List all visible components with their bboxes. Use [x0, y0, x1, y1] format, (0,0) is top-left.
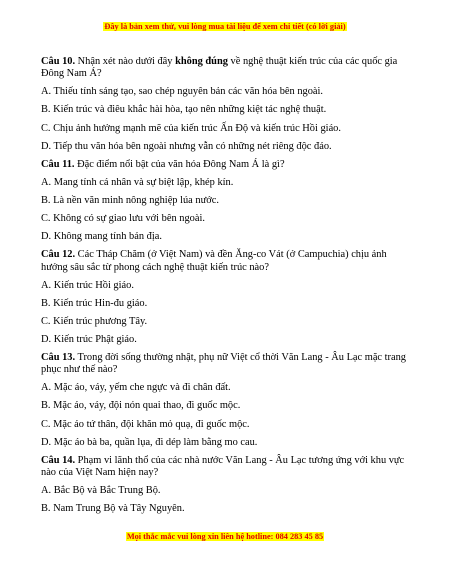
question-text: Đặc điểm nổi bật của văn hóa Đông Nam Á là gì?: [74, 158, 285, 170]
question-number: Câu 12.: [41, 249, 76, 261]
question-emphasis: không đúng: [175, 56, 228, 67]
answer-option: B. Kiến trúc Hin-đu giáo.: [41, 297, 148, 309]
answer-option: D. Không mang tính bản địa.: [41, 231, 162, 243]
answer-option: B. Là nền văn minh nông nghiệp lúa nước.: [41, 194, 219, 206]
question-text: Trong đời sống thường nhật, phụ nữ Việt cổ thời Văn Lang - Âu Lạc mặc trang phục như thế nào?: [41, 352, 406, 376]
answer-option: A. Thiếu tính sáng tạo, sao chép nguyên bản các văn hóa bên ngoài.: [41, 86, 324, 98]
answer-option: B. Nam Trung Bộ và Tây Nguyên.: [41, 503, 185, 515]
question-text: Các Tháp Chăm (ở Việt Nam) và đền Ăng-co Vát (ở Campuchia) chịu ảnh hưởng sâu sắc từ phong cách nghệ thuật kiến trúc nào?: [41, 249, 387, 273]
question-14: [41, 455, 411, 480]
answer-option: C. Kiến trúc phương Tây.: [41, 315, 148, 327]
hotline-text: Mọi thắc mắc vui lòng xin liên hệ hotline: 084 283 45 85: [126, 532, 324, 541]
answer-option: D. Kiến trúc Phật giáo.: [41, 333, 137, 345]
preview-notice-text: Đây là bản xem thử, vui lòng mua tài liệu để xem chi tiết (có lời giải): [104, 22, 346, 31]
answer-option: A. Kiến trúc Hồi giáo.: [41, 279, 134, 291]
answer-option: C. Chịu ảnh hưởng mạnh mẽ của kiến trúc Ấn Độ và kiến trúc Hồi giáo.: [41, 122, 341, 134]
answer-option: D. Mặc áo bà ba, quần lụa, đi dép làm bằng mo cau.: [41, 436, 258, 448]
question-number: Câu 10.: [41, 56, 76, 67]
preview-notice-banner: [0, 22, 450, 31]
question-text: về nghệ thuật kiến trúc của các quốc gia Đông Nam Á?: [41, 56, 398, 80]
question-number: Câu 14.: [41, 454, 76, 466]
question-text: Phạm vi lãnh thổ của các nhà nước Văn Lang - Âu Lạc tương ứng với khu vực nào của Việt Nam hiện nay?: [41, 454, 405, 479]
question-10: [41, 56, 411, 81]
answer-option: C. Không có sự giao lưu với bên ngoài.: [41, 213, 205, 225]
answer-option: A. Mặc áo, váy, yếm che ngực và đi chân đất.: [41, 382, 231, 394]
answer-option: C. Mặc áo tứ thân, đội khăn mỏ quạ, đi guốc mộc.: [41, 418, 250, 430]
document-body: [41, 56, 411, 516]
question-text: Nhận xét nào dưới đây: [75, 56, 176, 67]
question-number: Câu 11.: [41, 158, 75, 170]
answer-option: A. Mang tính cá nhân và sự biệt lập, khép kín.: [41, 176, 234, 188]
hotline-banner: [0, 532, 450, 541]
answer-option: B. Mặc áo, váy, đội nón quai thao, đi guốc mộc.: [41, 400, 241, 412]
question-12: [41, 249, 411, 274]
question-13: [41, 352, 411, 377]
answer-option: B. Kiến trúc và điêu khắc hài hòa, tạo nên những kiệt tác nghệ thuật.: [41, 104, 327, 116]
question-11: [41, 159, 411, 171]
question-number: Câu 13.: [41, 352, 76, 363]
answer-option: D. Tiếp thu văn hóa bên ngoài nhưng vẫn có những nét riêng độc đáo.: [41, 140, 332, 152]
answer-option: A. Bắc Bộ và Bắc Trung Bộ.: [41, 485, 161, 497]
